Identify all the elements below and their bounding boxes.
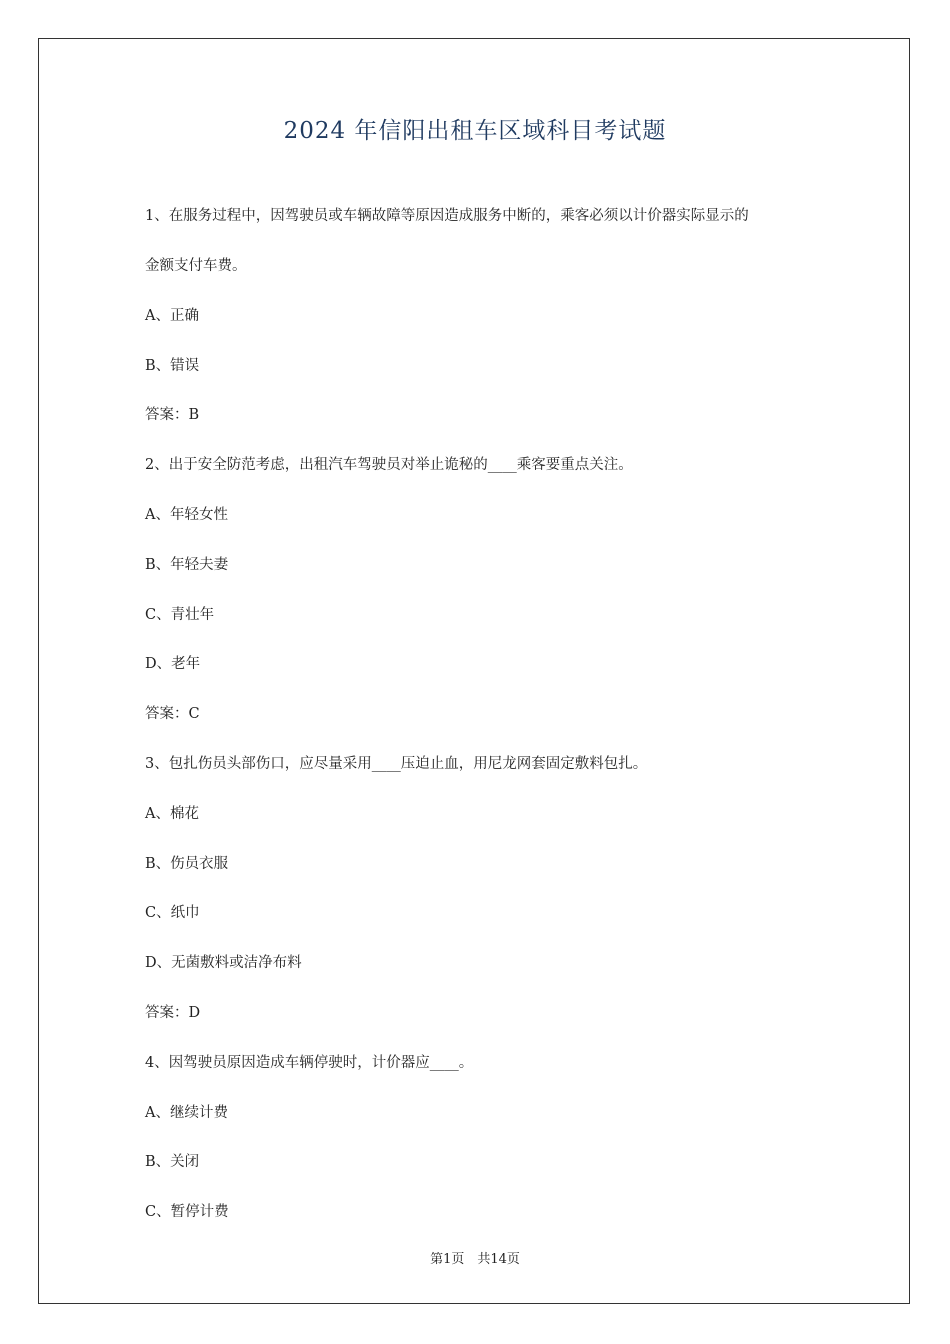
- option-c: C、纸巾: [145, 905, 200, 921]
- question-3-text: 3、包扎伤员头部伤口，应尽量采用____压迫止血，用尼龙网套固定敷料包扎。: [145, 756, 648, 772]
- option-c: C、青壮年: [145, 607, 215, 623]
- option-a: A、继续计费: [145, 1105, 228, 1121]
- option-b: B、伤员衣服: [145, 856, 229, 872]
- question-2-text: 2、出于安全防范考虑，出租汽车驾驶员对举止诡秘的____乘客要重点关注。: [145, 457, 633, 473]
- answer: 答案：D: [145, 1005, 201, 1021]
- option-a: A、正确: [145, 308, 199, 324]
- page-footer: 第1页 共14页: [430, 1252, 520, 1267]
- question-1-text-cont: 金额支付车费。: [145, 258, 247, 274]
- option-a: A、棉花: [145, 806, 199, 822]
- option-b: B、关闭: [145, 1154, 200, 1170]
- answer: 答案：B: [145, 407, 200, 423]
- option-d: D、无菌敷料或洁净布料: [145, 955, 302, 971]
- question-4-text: 4、因驾驶员原因造成车辆停驶时，计价器应____。: [145, 1055, 474, 1071]
- option-d: D、老年: [145, 656, 201, 672]
- question-1-text: 1、在服务过程中，因驾驶员或车辆故障等原因造成服务中断的，乘客必须以计价器实际显示的: [145, 208, 749, 224]
- option-b: B、年轻夫妻: [145, 557, 229, 573]
- answer: 答案：C: [145, 706, 200, 722]
- document-title: 2024 年信阳出租车区域科目考试题: [283, 118, 667, 144]
- option-b: B、错误: [145, 358, 200, 374]
- option-c: C、暂停计费: [145, 1204, 229, 1220]
- option-a: A、年轻女性: [145, 507, 228, 523]
